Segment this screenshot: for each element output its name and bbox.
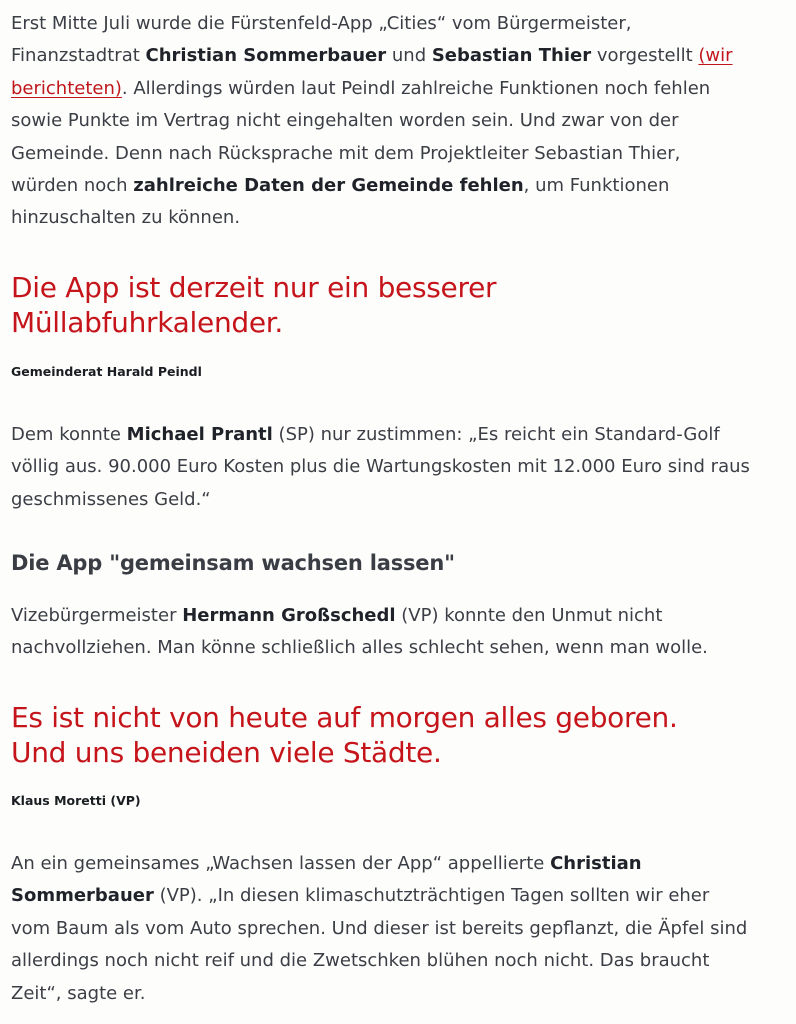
quote-text: Die App ist derzeit nur ein besserer Müllabfuhrkalender. bbox=[11, 271, 497, 339]
bold-name: Michael Prantl bbox=[126, 424, 273, 445]
paragraph-prantl bbox=[11, 419, 751, 516]
paragraph-text: , um Funktionen hinzuschalten zu können. bbox=[11, 175, 670, 229]
quote-author: Gemeinderat Harald Peindl bbox=[11, 364, 202, 379]
quote-text: Es ist nicht von heute auf morgen alles geboren. Und uns beneiden viele Städte. bbox=[11, 701, 678, 769]
paragraph-text: Erst Mitte Juli wurde die Fürstenfeld-App „Cities“ vom Bürgermeister, Finanzstadtrat bbox=[11, 13, 632, 67]
paragraph-text: . Allerdings würden laut Peindl zahlreiche Funktionen noch fehlen sowie Punkte im Vertrag nicht eingehalten worden sein. Und zwar von der Gemeinde. Denn nach Rücksprache mit dem Projektleiter Sebastian Thier, würden noch bbox=[11, 77, 711, 197]
paragraph-text: An ein gemeinsames „Wachsen lassen der App“ appellierte bbox=[11, 853, 551, 874]
pull-quote-moretti bbox=[11, 700, 731, 770]
paragraph-text: (SP) nur zustimmen: „Es reicht ein Standard-Golf völlig aus. 90.000 Euro Kosten plus die Wartungskosten mit 12.000 Euro sind raus geschmissenes Geld.“ bbox=[11, 424, 750, 510]
paragraph-text: vorgestellt bbox=[591, 45, 699, 67]
paragraph-text: (VP). „In diesen klimaschutzträchtigen Tagen sollten wir eher vom Baum als vom Auto sprechen. Und dieser ist bereits gepflanzt, die Äpfel sind allerdings noch nicht reif und die Zwetschken blühen noch nicht. Das braucht Zeit“, sagte er. bbox=[11, 885, 748, 1004]
paragraph-grossschedl bbox=[11, 600, 751, 665]
bold-name: Christian Sommerbauer bbox=[145, 45, 387, 67]
pull-quote-peindl bbox=[11, 270, 731, 340]
quote-author: Klaus Moretti (VP) bbox=[11, 793, 141, 808]
section-heading: Die App "gemeinsam wachsen lassen" bbox=[11, 551, 455, 575]
paragraph-text: und bbox=[386, 45, 432, 67]
bold-name: Sebastian Thier bbox=[431, 45, 592, 67]
paragraph-text: Vizebürgermeister bbox=[11, 605, 183, 626]
bold-name: Christian Sommerbauer bbox=[11, 853, 642, 907]
paragraph-sommerbauer bbox=[11, 848, 751, 1010]
paragraph-text: Dem konnte bbox=[11, 424, 127, 445]
paragraph-text: (VP) konnte den Unmut nicht nachvollziehen. Man könne schließlich alles schlecht sehen, wenn man wolle. bbox=[11, 605, 708, 659]
bold-name: Hermann Großschedl bbox=[182, 605, 396, 626]
wir-berichteten-link[interactable]: (wir berichteten) bbox=[11, 45, 733, 99]
paragraph-intro bbox=[11, 8, 751, 235]
bold-phrase: zahlreiche Daten der Gemeinde fehlen bbox=[133, 175, 524, 197]
